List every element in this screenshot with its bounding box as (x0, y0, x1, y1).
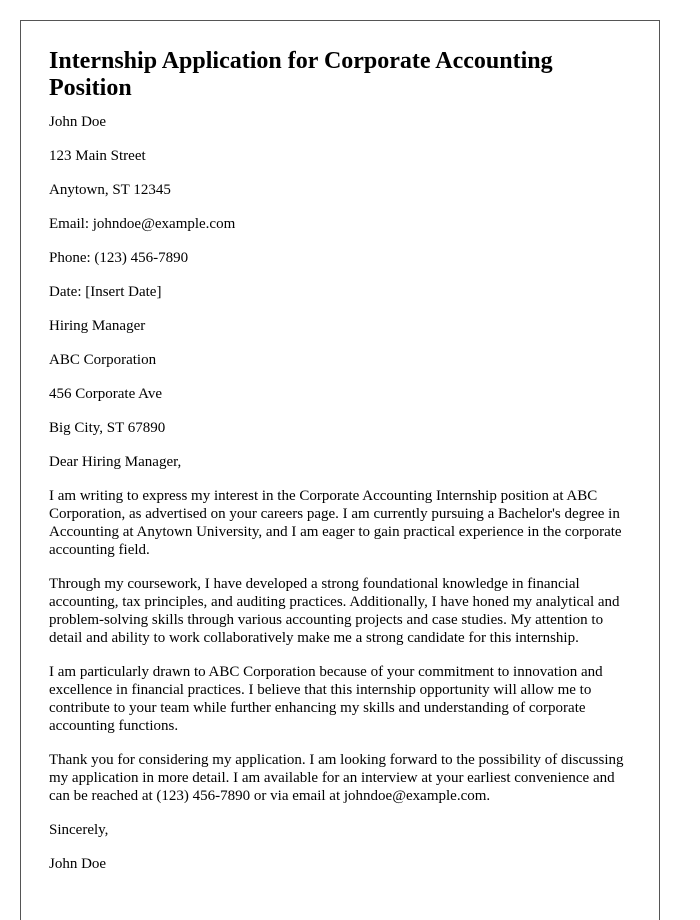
signature: John Doe (49, 856, 107, 872)
sender-name: John Doe (49, 114, 107, 130)
letter-title: Internship Application for Corporate Accounting Position (49, 48, 553, 101)
body-paragraph-3: I am particularly drawn to ABC Corporation because of your commitment to innovation and excellence in financial practices. I believe that this internship opportunity will allow me to contribute to your team while further enhancing my skills and understanding of corporate accounting functions. (49, 664, 603, 734)
recipient-street: 456 Corporate Ave (49, 386, 163, 402)
sender-email: Email: johndoe@example.com (49, 216, 236, 232)
sender-city: Anytown, ST 12345 (49, 182, 171, 198)
recipient-title: Hiring Manager (49, 318, 146, 334)
body-paragraph-1: I am writing to express my interest in the Corporate Accounting Internship position at ABC Corporation, as advertised on your careers page. I am currently pursuing a Bachelor's degree in Accounting at Anytown University, and I am eager to gain practical experience in the corporate accounting field. (49, 488, 622, 558)
letter-date: Date: [Insert Date] (49, 284, 162, 300)
salutation: Dear Hiring Manager, (49, 454, 182, 470)
closing: Sincerely, (49, 822, 109, 838)
body-paragraph-2: Through my coursework, I have developed a strong foundational knowledge in financial accounting, tax principles, and auditing practices. Additionally, I have honed my analytical and problem-solving skills through various accounting projects and case studies. My attention to detail and ability to work collaboratively make me a strong candidate for this internship. (49, 576, 620, 646)
sender-street: 123 Main Street (49, 148, 146, 164)
recipient-company: ABC Corporation (49, 352, 157, 368)
letter-page (20, 20, 660, 920)
body-paragraph-4: Thank you for considering my application. I am looking forward to the possibility of discussing my application in more detail. I am available for an interview at your earliest convenience and can be reached at (123) 456-7890 or via email at johndoe@example.com. (49, 752, 624, 804)
recipient-city: Big City, ST 67890 (49, 420, 166, 436)
sender-phone: Phone: (123) 456-7890 (49, 250, 189, 266)
